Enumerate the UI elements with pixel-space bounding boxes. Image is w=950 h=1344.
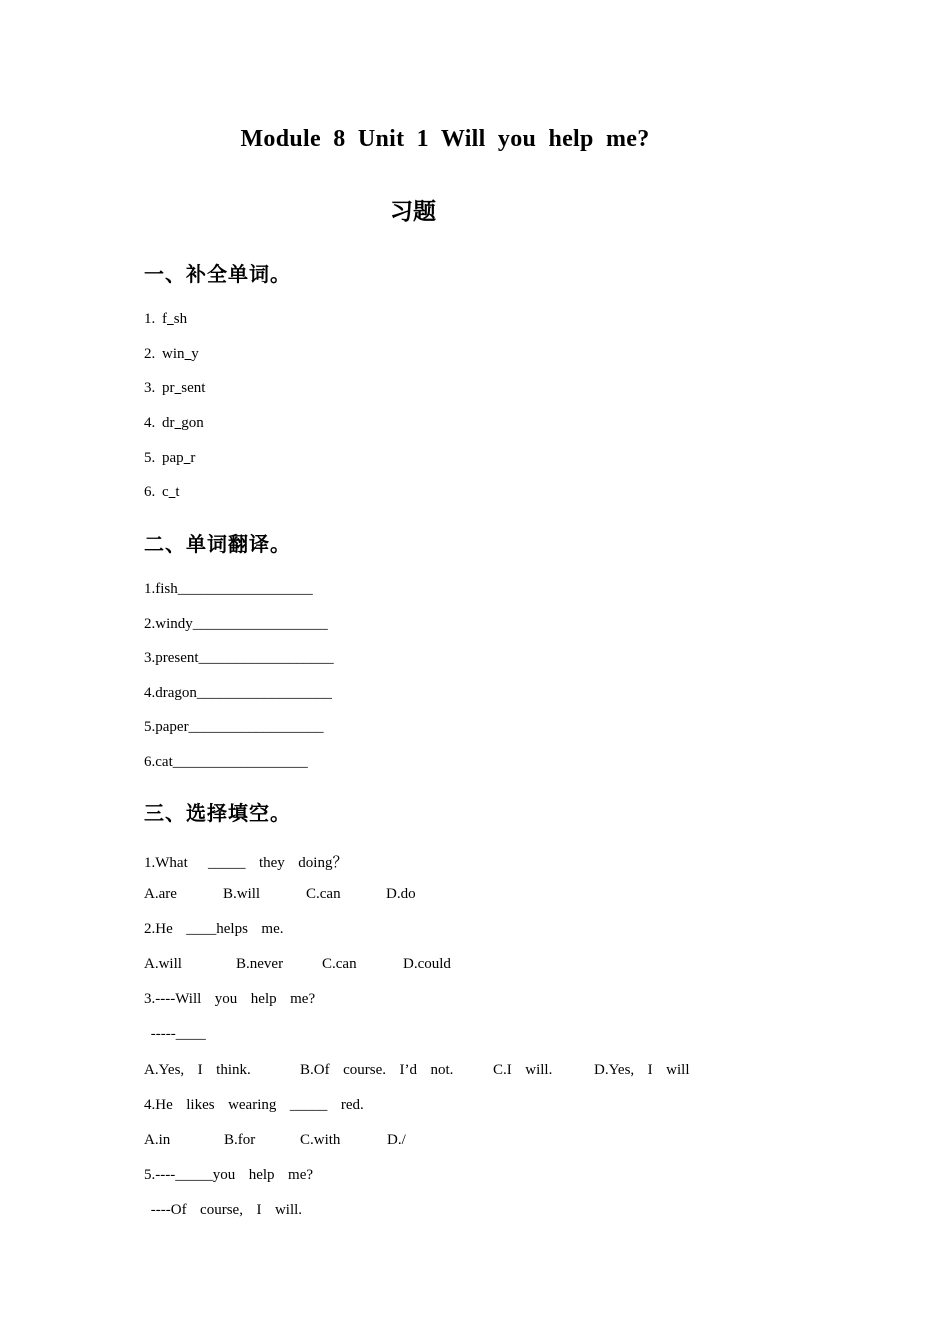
word-part-b: y bbox=[191, 346, 199, 362]
section-1-heading: 一、补全单词。 bbox=[144, 262, 291, 286]
q1-option-a: A.are bbox=[144, 886, 177, 902]
question-1: 1.What _____ they doing？ bbox=[144, 855, 348, 871]
item-number: 1. bbox=[144, 311, 162, 327]
q1-option-c: C.can bbox=[306, 886, 341, 902]
word-part-a: c bbox=[162, 484, 169, 500]
question-2: 2.He ____helps me. bbox=[144, 921, 284, 937]
word-part-b: sent bbox=[181, 380, 206, 396]
word-part-a: pap bbox=[162, 450, 184, 466]
q4-option-d: D./ bbox=[387, 1132, 406, 1148]
q1-option-b: B.will bbox=[223, 886, 261, 902]
q2-option-d: D.could bbox=[403, 956, 451, 972]
question-5-answer-line: ----Of course, I will. bbox=[144, 1202, 303, 1218]
item-number: 6. bbox=[144, 484, 162, 500]
question-4: 4.He likes wearing _____ red. bbox=[144, 1097, 364, 1113]
item-number: 4. bbox=[144, 415, 162, 431]
question-3-answer-line: -----____ bbox=[144, 1026, 206, 1042]
word-part-b: r bbox=[190, 450, 196, 466]
word-part-b: t bbox=[175, 484, 180, 500]
word-part-a: dr bbox=[162, 415, 175, 431]
fill-word-item-4 bbox=[144, 415, 204, 432]
q4-option-b: B.for bbox=[224, 1132, 256, 1148]
word-part-b: gon bbox=[181, 415, 204, 431]
word-part-b: sh bbox=[173, 311, 188, 327]
fill-word-item-3 bbox=[144, 380, 205, 397]
word-part-a: f bbox=[162, 311, 167, 327]
item-number: 3. bbox=[144, 380, 162, 396]
fill-word-item-6 bbox=[144, 484, 180, 501]
page-subtitle: 习题 bbox=[390, 199, 436, 225]
translate-item-5: 5.paper__________________ bbox=[144, 719, 324, 735]
translate-item-4: 4.dragon__________________ bbox=[144, 685, 332, 701]
q4-option-a: A.in bbox=[144, 1132, 171, 1148]
question-3: 3.----Will you help me? bbox=[144, 991, 316, 1007]
question-5: 5.----_____you help me? bbox=[144, 1167, 314, 1183]
translate-item-3: 3.present__________________ bbox=[144, 650, 334, 666]
q3-option-a: A.Yes, I think. bbox=[144, 1062, 251, 1078]
q2-option-c: C.can bbox=[322, 956, 357, 972]
section-2-heading: 二、单词翻译。 bbox=[144, 532, 291, 556]
q2-option-b: B.never bbox=[236, 956, 284, 972]
q3-option-b: B.Of course. I’d not. bbox=[300, 1062, 454, 1078]
fill-word-item-2 bbox=[144, 346, 199, 363]
q3-option-d: D.Yes, I will bbox=[594, 1062, 690, 1078]
item-number: 5. bbox=[144, 450, 162, 466]
word-part-a: pr bbox=[162, 380, 175, 396]
q4-option-c: C.with bbox=[300, 1132, 341, 1148]
page-title: Module 8 Unit 1 Will you help me? bbox=[240, 126, 650, 152]
translate-item-6: 6.cat__________________ bbox=[144, 754, 308, 770]
word-part-a: win bbox=[162, 346, 185, 362]
q1-option-d: D.do bbox=[386, 886, 416, 902]
section-3-heading: 三、选择填空。 bbox=[144, 801, 291, 825]
q3-option-c: C.I will. bbox=[493, 1062, 553, 1078]
q2-option-a: A.will bbox=[144, 956, 182, 972]
fill-word-item-5 bbox=[144, 450, 195, 467]
item-number: 2. bbox=[144, 346, 162, 362]
translate-item-1: 1.fish__________________ bbox=[144, 581, 313, 597]
translate-item-2: 2.windy__________________ bbox=[144, 616, 328, 632]
word-blank bbox=[167, 311, 174, 327]
fill-word-item-1 bbox=[144, 311, 187, 328]
